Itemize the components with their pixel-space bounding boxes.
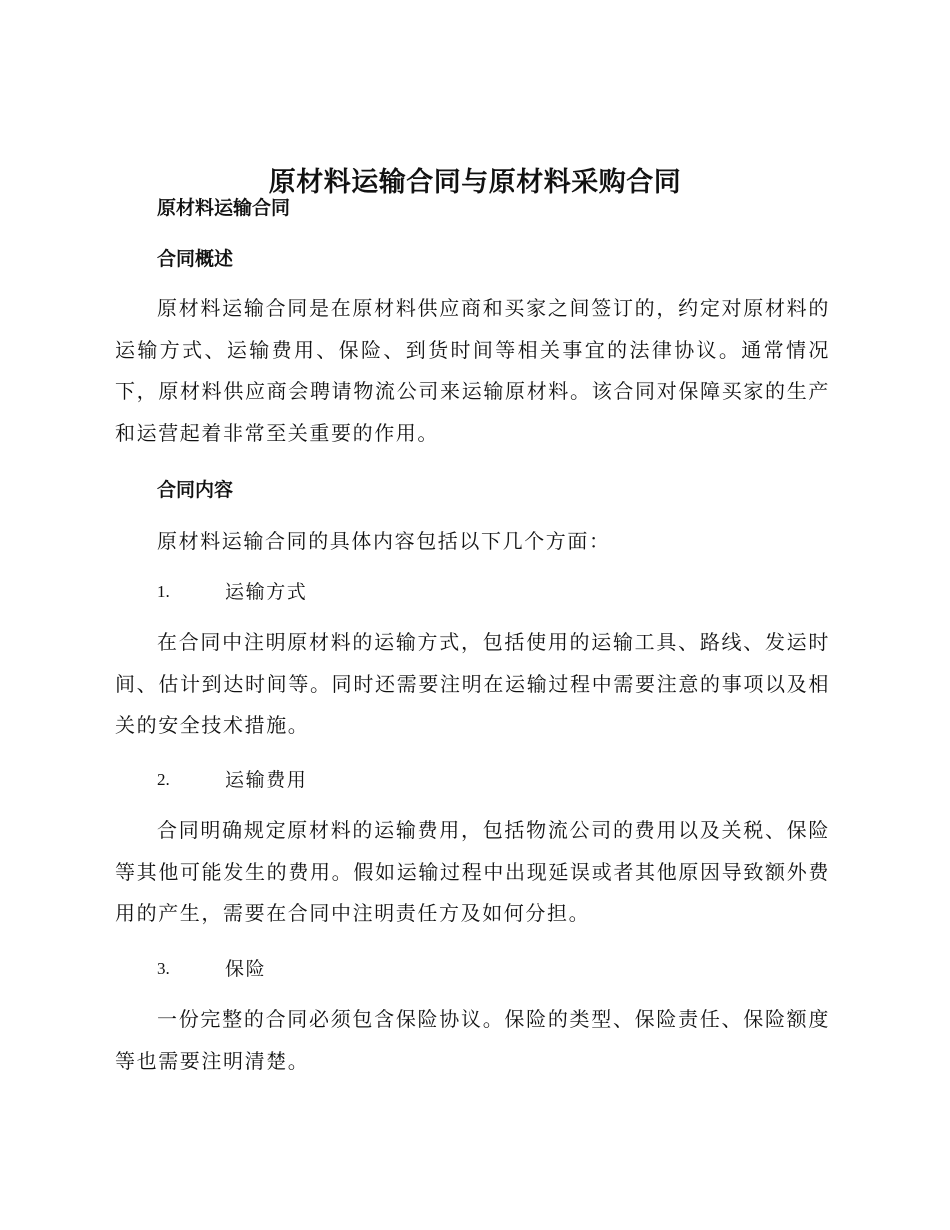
- list-label: 运输费用: [225, 769, 308, 791]
- content-intro: 原材料运输合同的具体内容包括以下几个方面：: [157, 529, 611, 553]
- insurance-paragraph: 一份完整的合同必须包含保险协议。保险的类型、保险责任、保险额度等也需要注明清楚。: [115, 1007, 830, 1073]
- list-label: 运输方式: [225, 581, 308, 603]
- transport-cost-paragraph: 合同明确规定原材料的运输费用，包括物流公司的费用以及关税、保险等其他可能发生的费用。假如运输过程中出现延误或者其他原因导致额外费用的产生，需要在合同中注明责任方及如何分担。: [115, 818, 830, 925]
- list-number: 3.: [157, 959, 170, 978]
- list-number: 1.: [157, 582, 170, 601]
- transport-method-paragraph: 在合同中注明原材料的运输方式，包括使用的运输工具、路线、发运时间、估计到达时间等。同时还需要注明在运输过程中需要注意的事项以及相关的安全技术措施。: [115, 630, 830, 737]
- document-title: 原材料运输合同与原材料采购合同: [268, 167, 682, 199]
- list-label: 保险: [225, 958, 267, 980]
- overview-heading: 合同概述: [157, 248, 234, 270]
- content-heading: 合同内容: [157, 479, 234, 501]
- list-number: 2.: [157, 770, 170, 789]
- overview-paragraph: 原材料运输合同是在原材料供应商和买家之间签订的，约定对原材料的运输方式、运输费用、保险、到货时间等相关事宜的法律协议。通常情况下，原材料供应商会聘请物流公司来运输原材料。该合同对保障买家的生产和运营起着非常至关重要的作用。: [115, 296, 830, 445]
- section-heading: 原材料运输合同: [157, 197, 291, 219]
